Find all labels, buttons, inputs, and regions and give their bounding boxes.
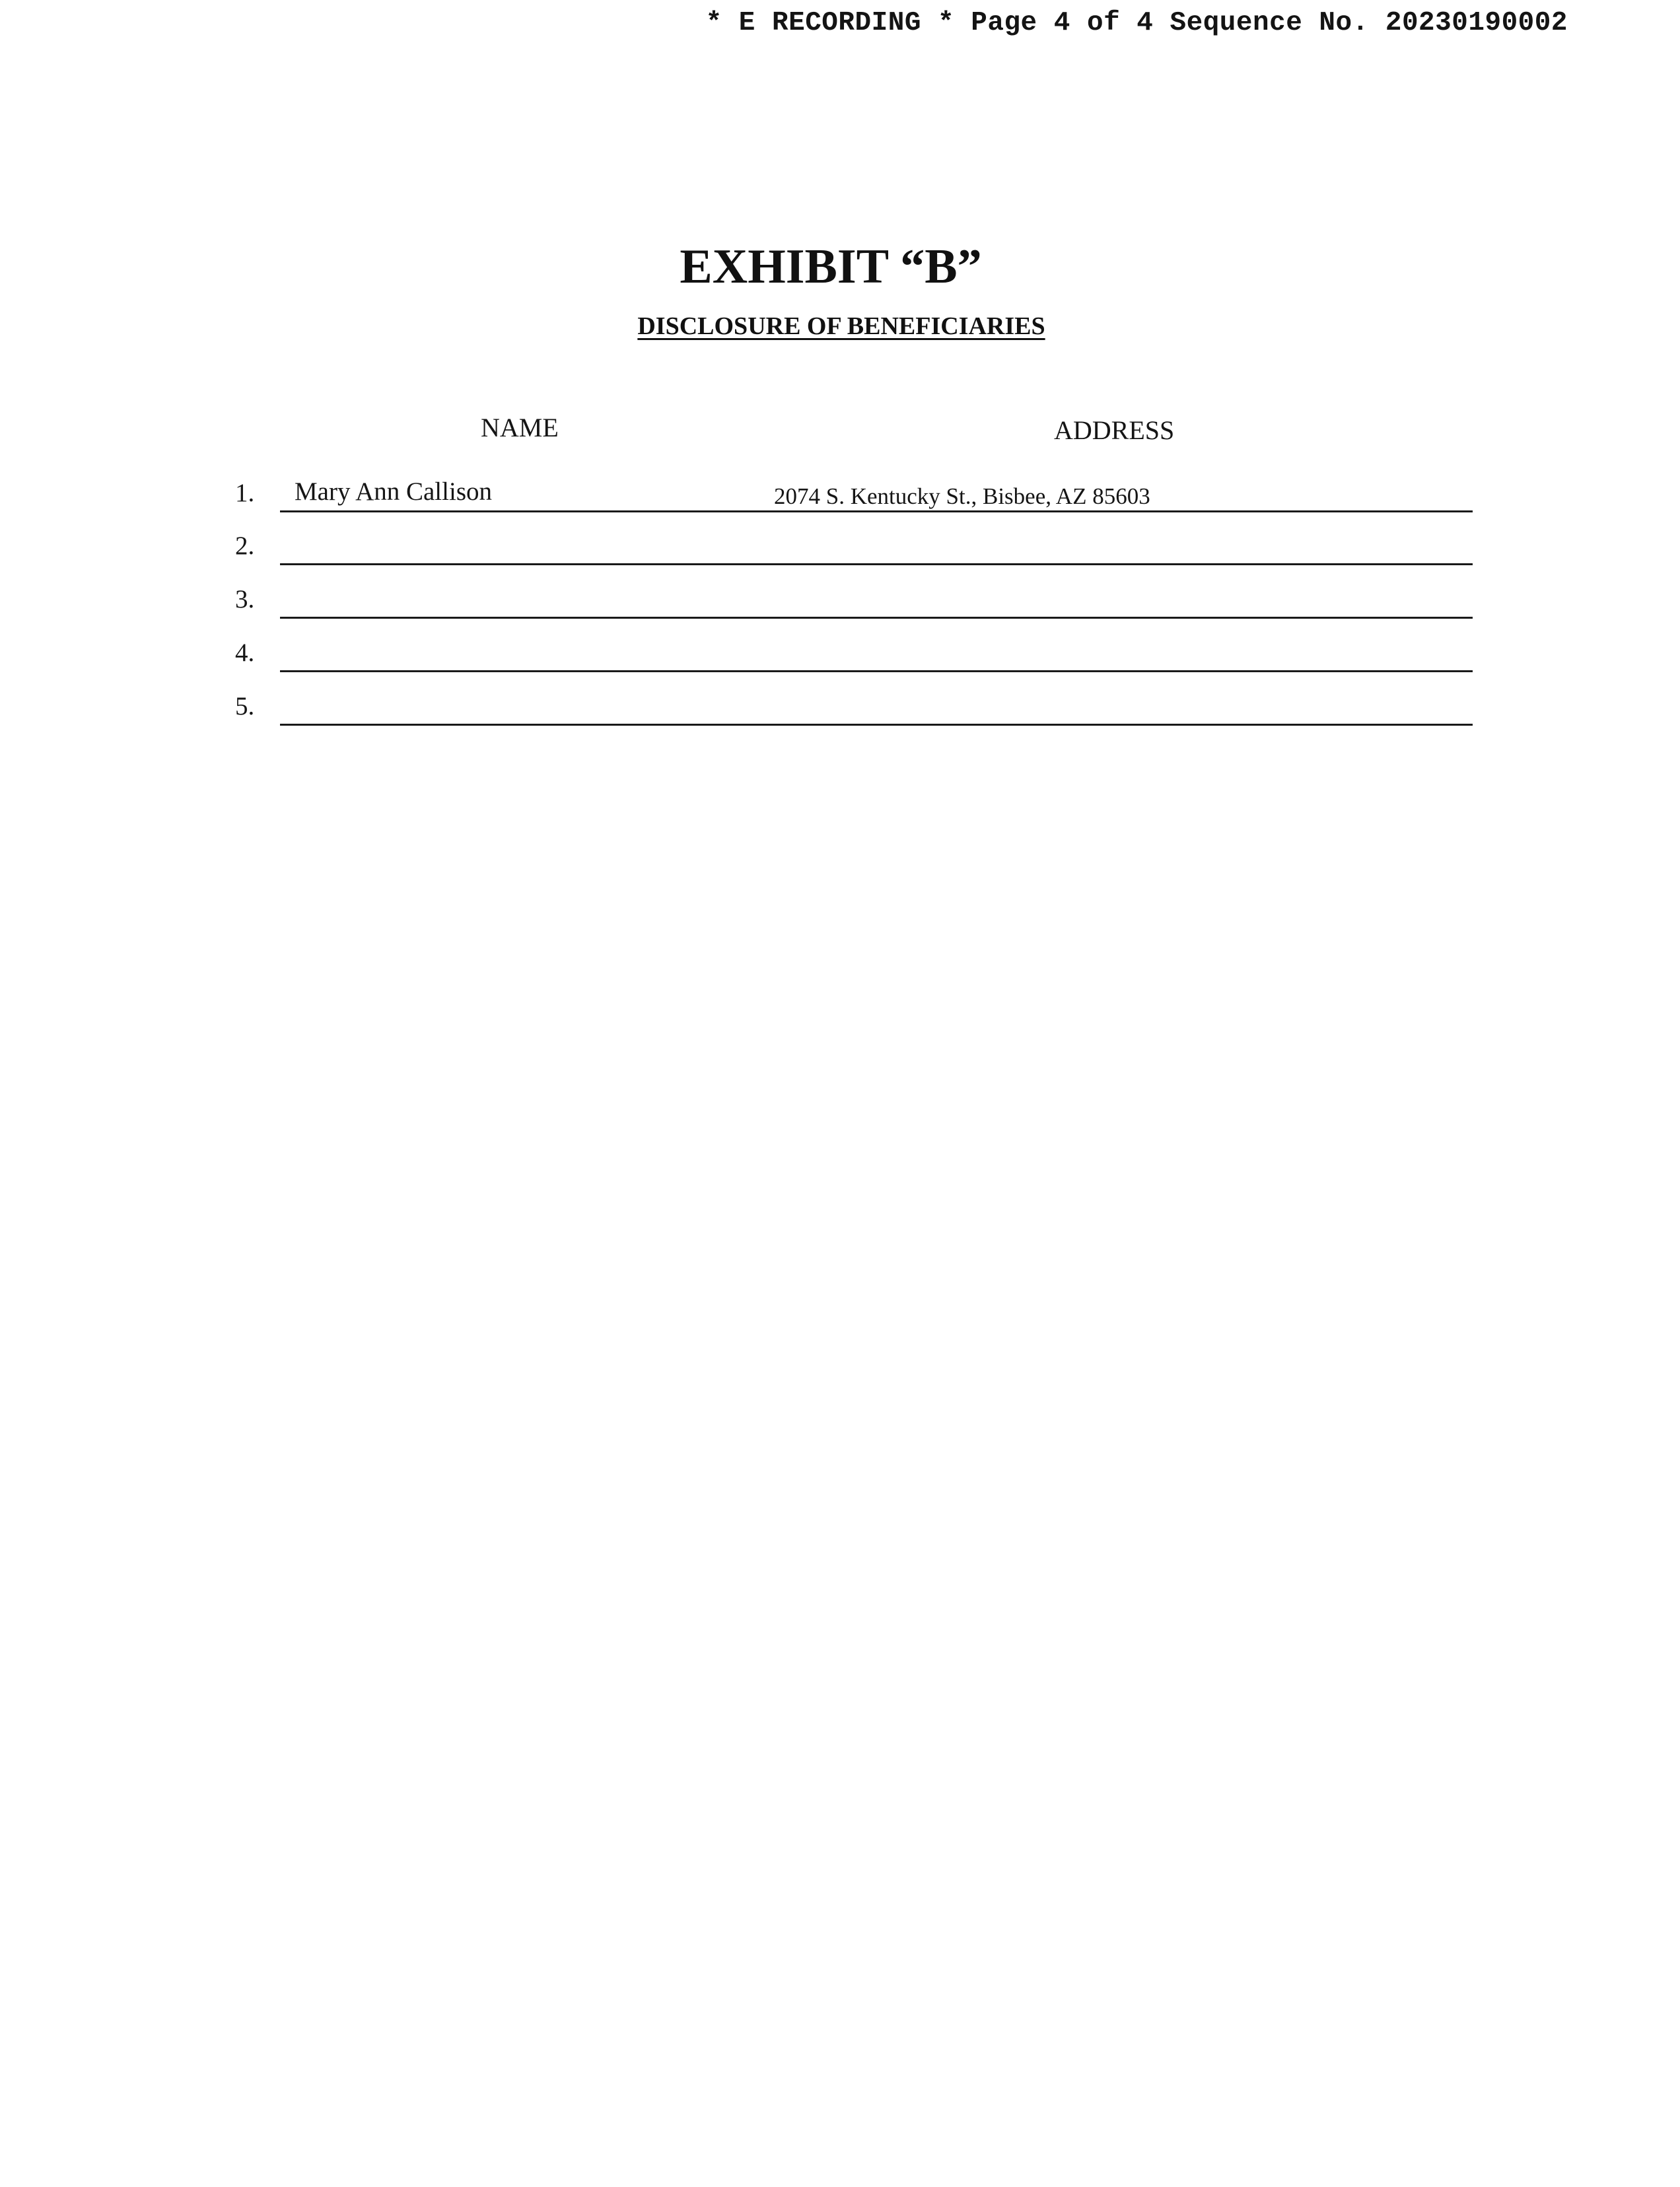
row-number: 2. [235, 532, 255, 560]
fill-in-line [280, 510, 1473, 512]
beneficiary-row-5 [0, 687, 1680, 727]
exhibit-title: EXHIBIT “B” [680, 240, 982, 294]
row-number: 4. [235, 639, 255, 667]
fill-in-line [280, 670, 1473, 672]
beneficiary-row-3 [0, 580, 1680, 620]
beneficiary-row-2 [0, 527, 1680, 567]
beneficiary-name: Mary Ann Callison [295, 477, 492, 506]
row-number: 3. [235, 585, 255, 613]
fill-in-line [280, 724, 1473, 726]
fill-in-line [280, 563, 1473, 565]
beneficiary-row-1 [0, 474, 1680, 514]
name-column-header: NAME [481, 413, 559, 442]
beneficiary-address: 2074 S. Kentucky St., Bisbee, AZ 85603 [774, 483, 1150, 509]
beneficiary-row-4 [0, 634, 1680, 674]
recording-header: * E RECORDING * Page 4 of 4 Sequence No. 20230190002 [705, 8, 1568, 38]
fill-in-line [280, 617, 1473, 619]
row-number: 1. [235, 479, 255, 507]
address-column-header: ADDRESS [1054, 415, 1175, 445]
exhibit-subtitle: DISCLOSURE OF BENEFICIARIES [637, 312, 1045, 340]
row-number: 5. [235, 692, 255, 720]
